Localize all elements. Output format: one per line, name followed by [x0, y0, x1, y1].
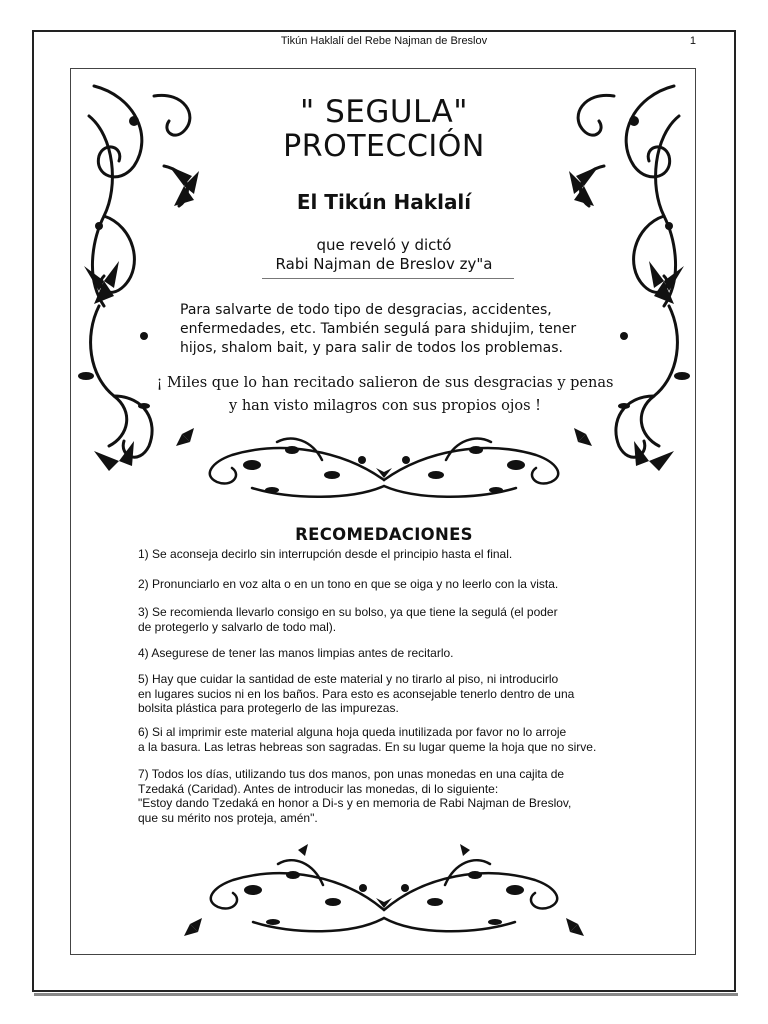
recommendation-item: [138, 605, 648, 634]
recommendation-line: de protegerlo y salvarlo de todo mal).: [138, 619, 337, 634]
title-proteccion: PROTECCIÓN: [283, 129, 485, 164]
recommendation-line: 2) Pronunciarlo en voz alta o en un tono en que se oiga y no leerlo con la vista.: [138, 577, 559, 591]
revealed-line-1: que reveló y dictó: [316, 236, 452, 254]
recommendation-line: bolsita plástica para protegerlo de las impurezas.: [138, 701, 399, 715]
title-segula: " SEGULA": [299, 94, 469, 130]
recommendation-line: Tzedaká (Caridad). Antes de introducir las monedas, di lo siguiente:: [138, 781, 499, 796]
recommendation-line: 4) Asegurese de tener las manos limpias antes de recitarlo.: [138, 646, 454, 660]
miles-line: y han visto milagros con sus propios ojos !: [229, 398, 541, 414]
header-title: Tikún Haklalí del Rebe Najman de Breslov: [280, 35, 488, 47]
recommendation-line: que su mérito nos proteja, amén".: [138, 810, 318, 825]
recommendation-line: 6) Si al imprimir este material alguna hoja queda inutilizada por favor no lo arroje: [138, 725, 567, 739]
recommendation-item: [138, 725, 648, 754]
running-header: [34, 35, 734, 51]
recommendation-item: [138, 672, 648, 716]
revealed-line-2: Rabi Najman de Breslov zy"a: [275, 255, 493, 273]
intro-paragraph: [180, 301, 600, 358]
intro-line: Para salvarte de todo tipo de desgracias, accidentes,: [180, 302, 552, 318]
intro-line: enfermedades, etc. También segulá para shidujim, tener: [180, 321, 577, 337]
subtitle-tikun: El Tikún Haklalí: [296, 190, 472, 214]
page-number: 1: [689, 35, 696, 47]
page-shadow: [34, 993, 738, 996]
recommendation-line: 5) Hay que cuidar la santidad de este material y no tirarlo al piso, ni introducirlo: [138, 672, 559, 686]
recommendation-line: 1) Se aconseja decirlo sin interrupción desde el principio hasta el final.: [138, 547, 513, 561]
miles-paragraph: [150, 372, 620, 418]
recommendation-item: [138, 547, 648, 562]
recommendation-line: 7) Todos los días, utilizando tus dos manos, pon unas monedas en una cajita de: [138, 767, 565, 781]
recommendation-item: [138, 646, 648, 661]
intro-line: hijos, shalom bait, y para salir de todos los problemas.: [180, 340, 563, 356]
recommendation-line: a la basura. Las letras hebreas son sagradas. En su lugar queme la hoja que no sirve.: [138, 739, 597, 754]
butterfly-vine-divider-bottom: [178, 840, 590, 940]
butterfly-vine-divider-top: [172, 420, 596, 504]
recommendation-line: en lugares sucios ni en los baños. Para esto es aconsejable tenerlo dentro de una: [138, 686, 575, 701]
miles-line: ¡ Miles que lo han recitado salieron de sus desgracias y penas: [156, 375, 614, 391]
recommendation-item: [138, 577, 648, 592]
recommendation-line: "Estoy dando Tzedaká en honor a Di-s y en memoria de Rabi Najman de Breslov,: [138, 796, 572, 810]
recommendations-title: RECOMEDACIONES: [295, 525, 473, 544]
recommendation-line: 3) Se recomienda llevarlo consigo en su bolso, ya que tiene la segulá (el poder: [138, 605, 558, 619]
divider-rule: [262, 278, 514, 279]
recommendation-item: [138, 767, 648, 825]
